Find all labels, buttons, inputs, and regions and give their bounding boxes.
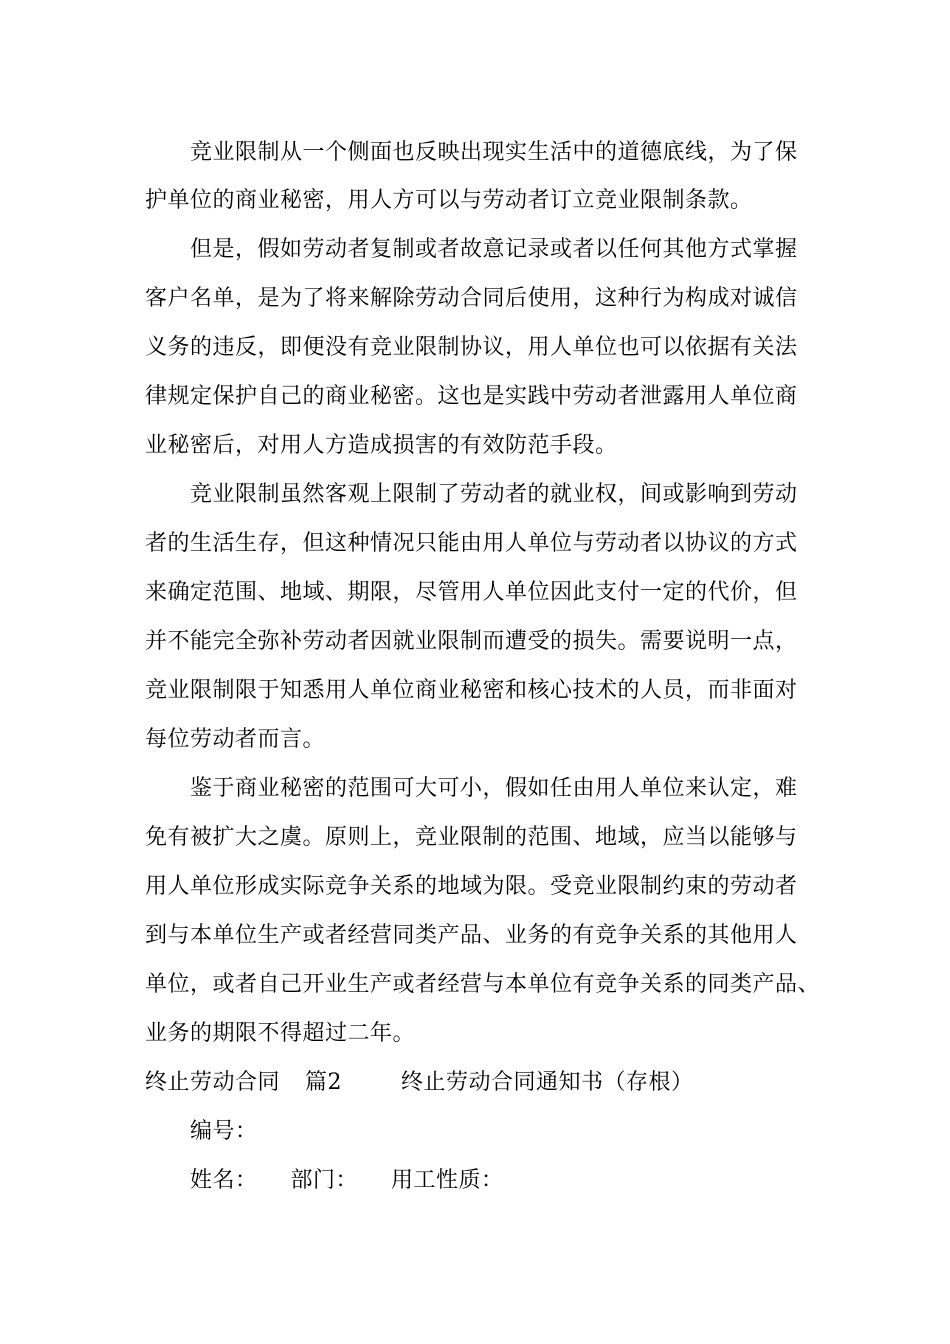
notice-title: 终止劳动合同通知书（存根）	[401, 1070, 694, 1095]
paragraph-3-line-4: 并不能完全弥补劳动者因就业限制而遭受的损失。需要说明一点，	[145, 629, 798, 654]
paragraph-3-line-6: 每位劳动者而言。	[145, 727, 326, 752]
employee-info-row	[190, 1167, 890, 1195]
paragraph-4-line-6: 业务的期限不得超过二年。	[145, 1021, 416, 1046]
paragraph-4-line-1: 鉴于商业秘密的范围可大可小，假如任由用人单位来认定，难	[190, 776, 798, 801]
employment-type-field-label: 用工性质：	[391, 1168, 504, 1193]
department-field-label: 部门：	[290, 1168, 359, 1193]
paragraph-3-line-1: 竞业限制虽然客观上限制了劳动者的就业权，间或影响到劳动	[190, 482, 798, 507]
paragraph-4-line-4: 到与本单位生产或者经营同类产品、业务的有竞争关系的其他用人	[145, 923, 798, 948]
number-field-label: 编号：	[190, 1119, 258, 1144]
paragraph-1-line-1: 竞业限制从一个侧面也反映出现实生活中的道德底线，为了保	[190, 140, 798, 165]
paragraph-4-line-2: 免有被扩大之虞。原则上，竞业限制的范围、地域，应当以能够与	[145, 825, 798, 850]
section-article: 篇2	[305, 1070, 343, 1095]
paragraph-4-line-3: 用人单位形成实际竞争关系的地域为限。受竞业限制约束的劳动者	[145, 874, 798, 899]
section-heading	[145, 1069, 845, 1097]
paragraph-2-line-1: 但是，假如劳动者复制或者故意记录或者以任何其他方式掌握	[190, 237, 798, 262]
name-field-label: 姓名：	[190, 1168, 258, 1193]
paragraph-2-line-5: 业秘密后，对用人方造成损害的有效防范手段。	[145, 433, 618, 458]
paragraph-4-line-5: 单位，或者自己开业生产或者经营与本单位有竞争关系的同类产品、	[145, 972, 821, 997]
paragraph-2-line-4: 律规定保护自己的商业秘密。这也是实践中劳动者泄露用人单位商	[145, 384, 798, 409]
section-title: 终止劳动合同	[145, 1070, 281, 1095]
paragraph-2-line-2: 客户名单，是为了将来解除劳动合同后使用，这种行为构成对诚信	[145, 286, 798, 311]
paragraph-2-line-3: 义务的违反，即便没有竞业限制协议，用人单位也可以依据有关法	[145, 335, 798, 360]
paragraph-1-line-2: 护单位的商业秘密，用人方可以与劳动者订立竞业限制条款。	[145, 188, 753, 213]
paragraph-3-line-2: 者的生活生存，但这种情况只能由用人单位与劳动者以协议的方式	[145, 531, 798, 556]
paragraph-3-line-3: 来确定范围、地域、期限，尽管用人单位因此支付一定的代价，但	[145, 580, 798, 605]
paragraph-3-line-5: 竞业限制限于知悉用人单位商业秘密和核心技术的人员，而非面对	[145, 678, 798, 703]
